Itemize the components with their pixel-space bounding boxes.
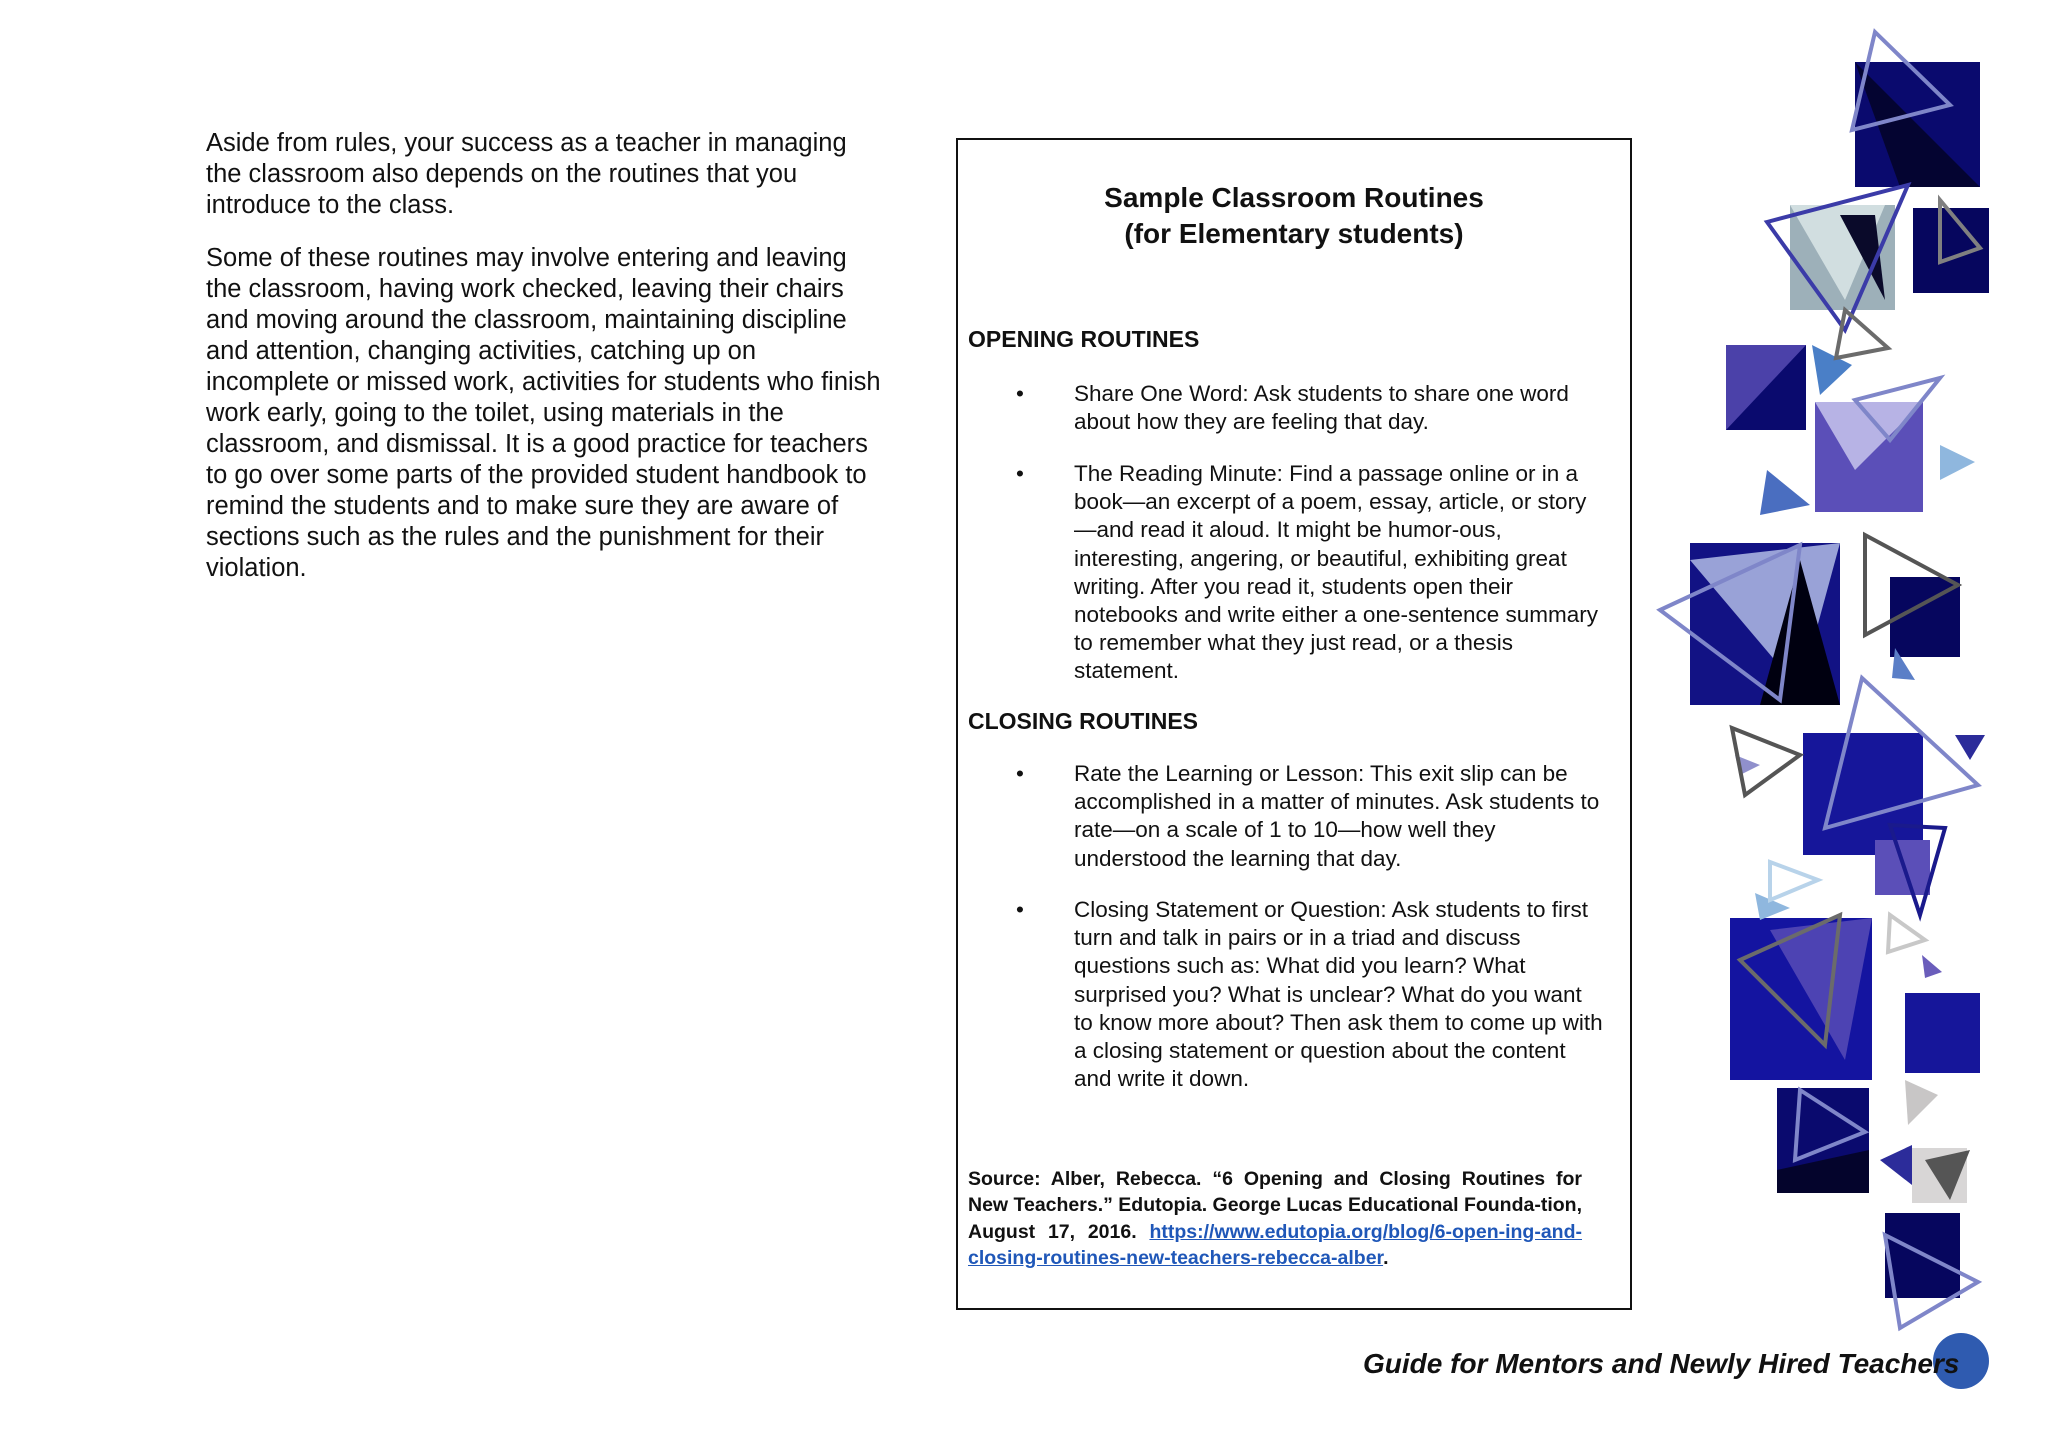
navy-square <box>1905 993 1980 1073</box>
intro-paragraph-2: Some of these routines may involve entering and leaving the classroom, having work checked, leaving their chairs and moving around the classroom, maintaining discipline and attention, changing activities, catching up on incomplete or missed work, activities for students who finish work early, going to the toilet, using materials in the classroom, and dismissal. It is a good practice for teachers to go over some parts of the provided student handbook to remind the students and to make sure they are aware of sections such as the rules and the punishment for their violation. <box>206 244 881 582</box>
box-title-line-2: (for Elementary students) <box>1124 218 1464 249</box>
box-title <box>958 180 1630 252</box>
opening-routines-heading: OPENING ROUTINES <box>968 326 1200 352</box>
intro-text <box>206 128 886 606</box>
source-citation <box>968 1166 1582 1271</box>
list-item <box>1016 460 1599 686</box>
box-title-line-1: Sample Classroom Routines <box>1104 182 1484 213</box>
navy-square <box>1803 733 1923 855</box>
bullet-icon: • <box>1016 381 1024 406</box>
bullet-icon: • <box>1016 761 1024 786</box>
source-link[interactable]: https://www.edutopia.org/blog/6-open-ing-and-closing-routines-new-teachers-rebecca-alber <box>968 1220 1582 1269</box>
list-item-text: Rate the Learning or Lesson: This exit slip can be accomplished in a matter of minutes. Ask students to rate—on a scale of 1 to 10—how well they understood the learning that day. <box>1074 761 1600 871</box>
source-end: . <box>1383 1246 1389 1269</box>
list-item-text: Share One Word: Ask students to share one word about how they are feeling that day. <box>1074 381 1569 435</box>
list-item-text: The Reading Minute: Find a passage online or in a book—an excerpt of a poem, essay, article, or story—and read it aloud. It might be humor-ous, interesting, angering, or beautiful, exhibiting great writing. After you read it, students open their notebooks and write either a one-sentence summary to remember what they just read, or a thesis statement. <box>1074 461 1599 684</box>
source-text: Source: Alber, Rebecca. “6 Opening and Closing Routines for New Teachers.” Edutopia. George Lucas Educational Founda-tion, August 17, 2016. <box>968 1168 1582 1243</box>
bullet-icon: • <box>1016 897 1024 922</box>
list-item <box>1016 380 1569 436</box>
list-item <box>1016 896 1603 1093</box>
footer-title: Guide for Mentors and Newly Hired Teachers <box>1363 1348 1960 1379</box>
list-item <box>1016 760 1600 873</box>
bullet-icon: • <box>1016 461 1024 486</box>
intro-paragraph-1: Aside from rules, your success as a teacher in managing the classroom also depends on the routines that you introduce to the class. <box>206 129 847 219</box>
routines-box <box>956 138 1632 1310</box>
list-item-text: Closing Statement or Question: Ask students to first turn and talk in pairs or in a triad and discuss questions such as: What did you learn? What surprised you? What is unclear? What do you want to know more about? Then ask them to come up with a closing statement or question about the content and write it down. <box>1074 897 1603 1092</box>
closing-routines-heading: CLOSING ROUTINES <box>968 708 1199 734</box>
decorative-geometric-art <box>1640 0 2048 1448</box>
